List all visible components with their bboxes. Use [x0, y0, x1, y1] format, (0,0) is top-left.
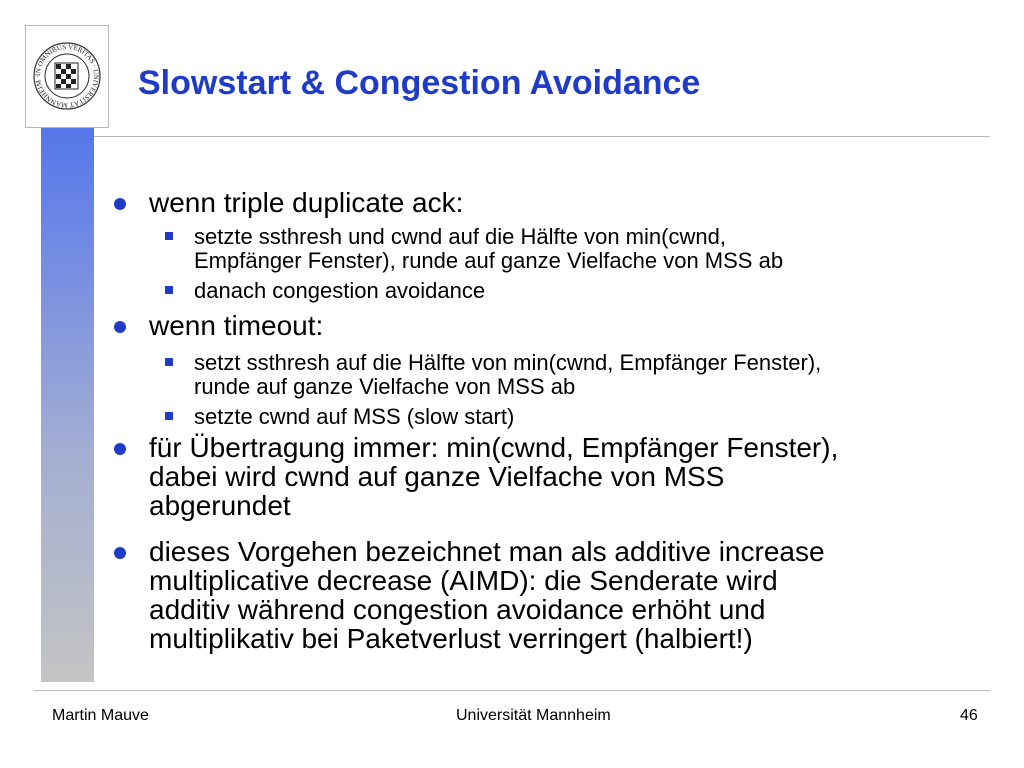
bullet-text: wenn triple duplicate ack:	[149, 187, 464, 218]
bullet-line: multiplikativ bei Paketverlust verringert (halbiert!)	[149, 623, 753, 654]
footer-divider	[34, 690, 990, 691]
sub-bullet-item	[112, 405, 1012, 429]
sub-bullet-line: Empfänger Fenster), runde auf ganze Vielfache von MSS ab	[194, 248, 784, 273]
slide-title: Slowstart & Congestion Avoidance	[138, 64, 701, 102]
bullet-item	[112, 433, 1012, 520]
sub-bullet-item	[112, 351, 1012, 399]
bullet-item	[112, 537, 1012, 653]
sub-bullet-line: runde auf ganze Vielfache von MSS ab	[194, 374, 576, 399]
bullet-text: wenn timeout:	[149, 310, 324, 341]
title-divider	[94, 136, 990, 137]
footer-institution: Universität Mannheim	[456, 707, 611, 724]
bullet-dot-icon	[114, 547, 126, 559]
university-seal-logo	[25, 25, 109, 128]
bullet-item	[112, 311, 1012, 340]
sub-bullet-line: setzt ssthresh auf die Hälfte von min(cwnd, Empfänger Fenster),	[194, 350, 822, 375]
bullet-line: additiv während congestion avoidance erhöht und	[149, 594, 766, 625]
bullet-dot-icon	[114, 321, 126, 333]
square-bullet-icon	[165, 412, 173, 420]
square-bullet-icon	[165, 286, 173, 294]
sub-bullet-line: danach congestion avoidance	[194, 278, 486, 303]
seal-icon	[26, 26, 108, 127]
bullet-line: dieses Vorgehen bezeichnet man als additive increase	[149, 536, 825, 567]
square-bullet-icon	[165, 358, 173, 366]
bullet-line: für Übertragung immer: min(cwnd, Empfänger Fenster),	[149, 432, 839, 463]
bullet-item	[112, 188, 1012, 217]
bullet-line: abgerundet	[149, 490, 291, 521]
bullet-dot-icon	[114, 443, 126, 455]
seal-text: IN OMNIBUS VERITAS · UNIVERSITÄT MANNHEIM ·	[33, 42, 101, 110]
sub-bullet-item	[112, 225, 1012, 273]
footer-author: Martin Mauve	[52, 707, 149, 724]
sub-bullet-line: setzte cwnd auf MSS (slow start)	[194, 404, 515, 429]
square-bullet-icon	[165, 232, 173, 240]
sub-bullet-item	[112, 279, 1012, 303]
sub-bullet-line: setzte ssthresh und cwnd auf die Hälfte von min(cwnd,	[194, 224, 726, 249]
footer-page-number: 46	[960, 707, 978, 724]
bullet-dot-icon	[114, 198, 126, 210]
bullet-line: dabei wird cwnd auf ganze Vielfache von MSS	[149, 461, 725, 492]
slide-content	[112, 180, 1012, 653]
bullet-line: multiplicative decrease (AIMD): die Senderate wird	[149, 565, 778, 596]
